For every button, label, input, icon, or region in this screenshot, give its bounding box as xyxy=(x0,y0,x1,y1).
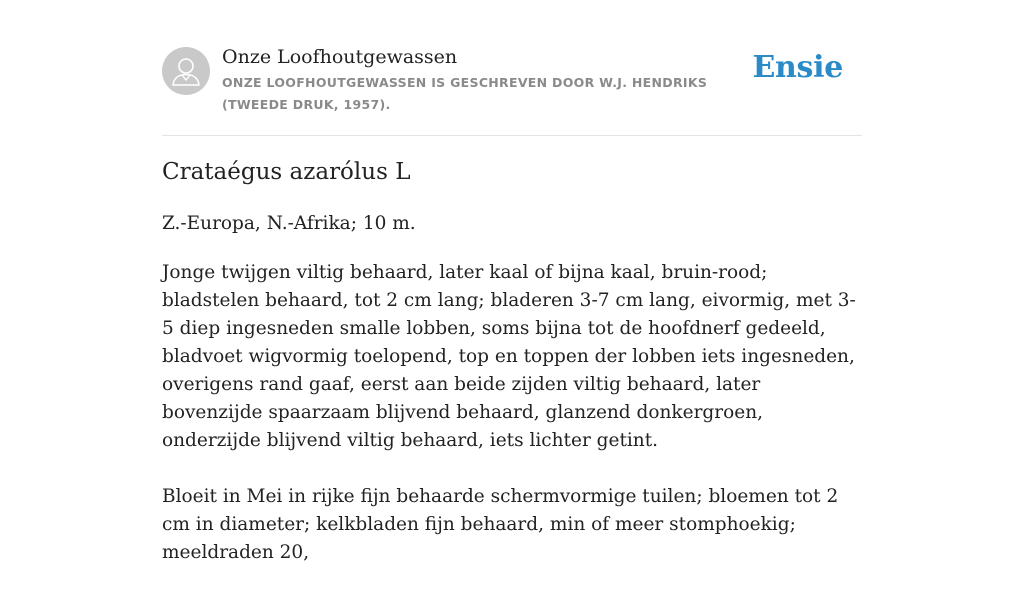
entry-meta: Z.-Europa, N.-Afrika; 10 m. xyxy=(162,213,416,234)
entry-title: Crataégus azarólus L xyxy=(162,159,411,185)
source-title[interactable]: Onze Loofhoutgewassen xyxy=(222,46,458,68)
header-divider xyxy=(162,135,862,136)
avatar[interactable] xyxy=(162,47,210,95)
entry-body xyxy=(162,259,864,595)
entry-paragraph: Bloeit in Mei in rijke fijn behaarde schermvormige tuilen; bloemen tot 2 cm in diameter; kelkbladen fijn behaard, min of meer stomphoekig; meeldraden 20, xyxy=(162,486,839,563)
entry-paragraph: Jonge twijgen viltig behaard, later kaal of bijna kaal, bruin-rood; bladstelen behaard, tot 2 cm lang; bladeren 3-7 cm lang, eivormig, met 3-5 diep ingesneden smalle lobben, soms bijna tot de hoofdnerf gedeeld, bladvoet wigvormig toelopend, top en toppen der lobben iets ingesneden, overigens rand gaaf, eerst aan beide zijden viltig behaard, later bovenzijde spaarzaam blijvend behaard, glanzend donkergroen, onderzijde blijvend viltig behaard, iets lichter getint. xyxy=(162,262,856,451)
user-silhouette-icon xyxy=(162,47,210,95)
brand-logo[interactable]: Ensie xyxy=(752,50,843,85)
source-description: ONZE LOOFHOUTGEWASSEN IS GESCHREVEN DOOR W.J. HENDRIKS (TWEEDE DRUK, 1957). xyxy=(222,75,708,112)
